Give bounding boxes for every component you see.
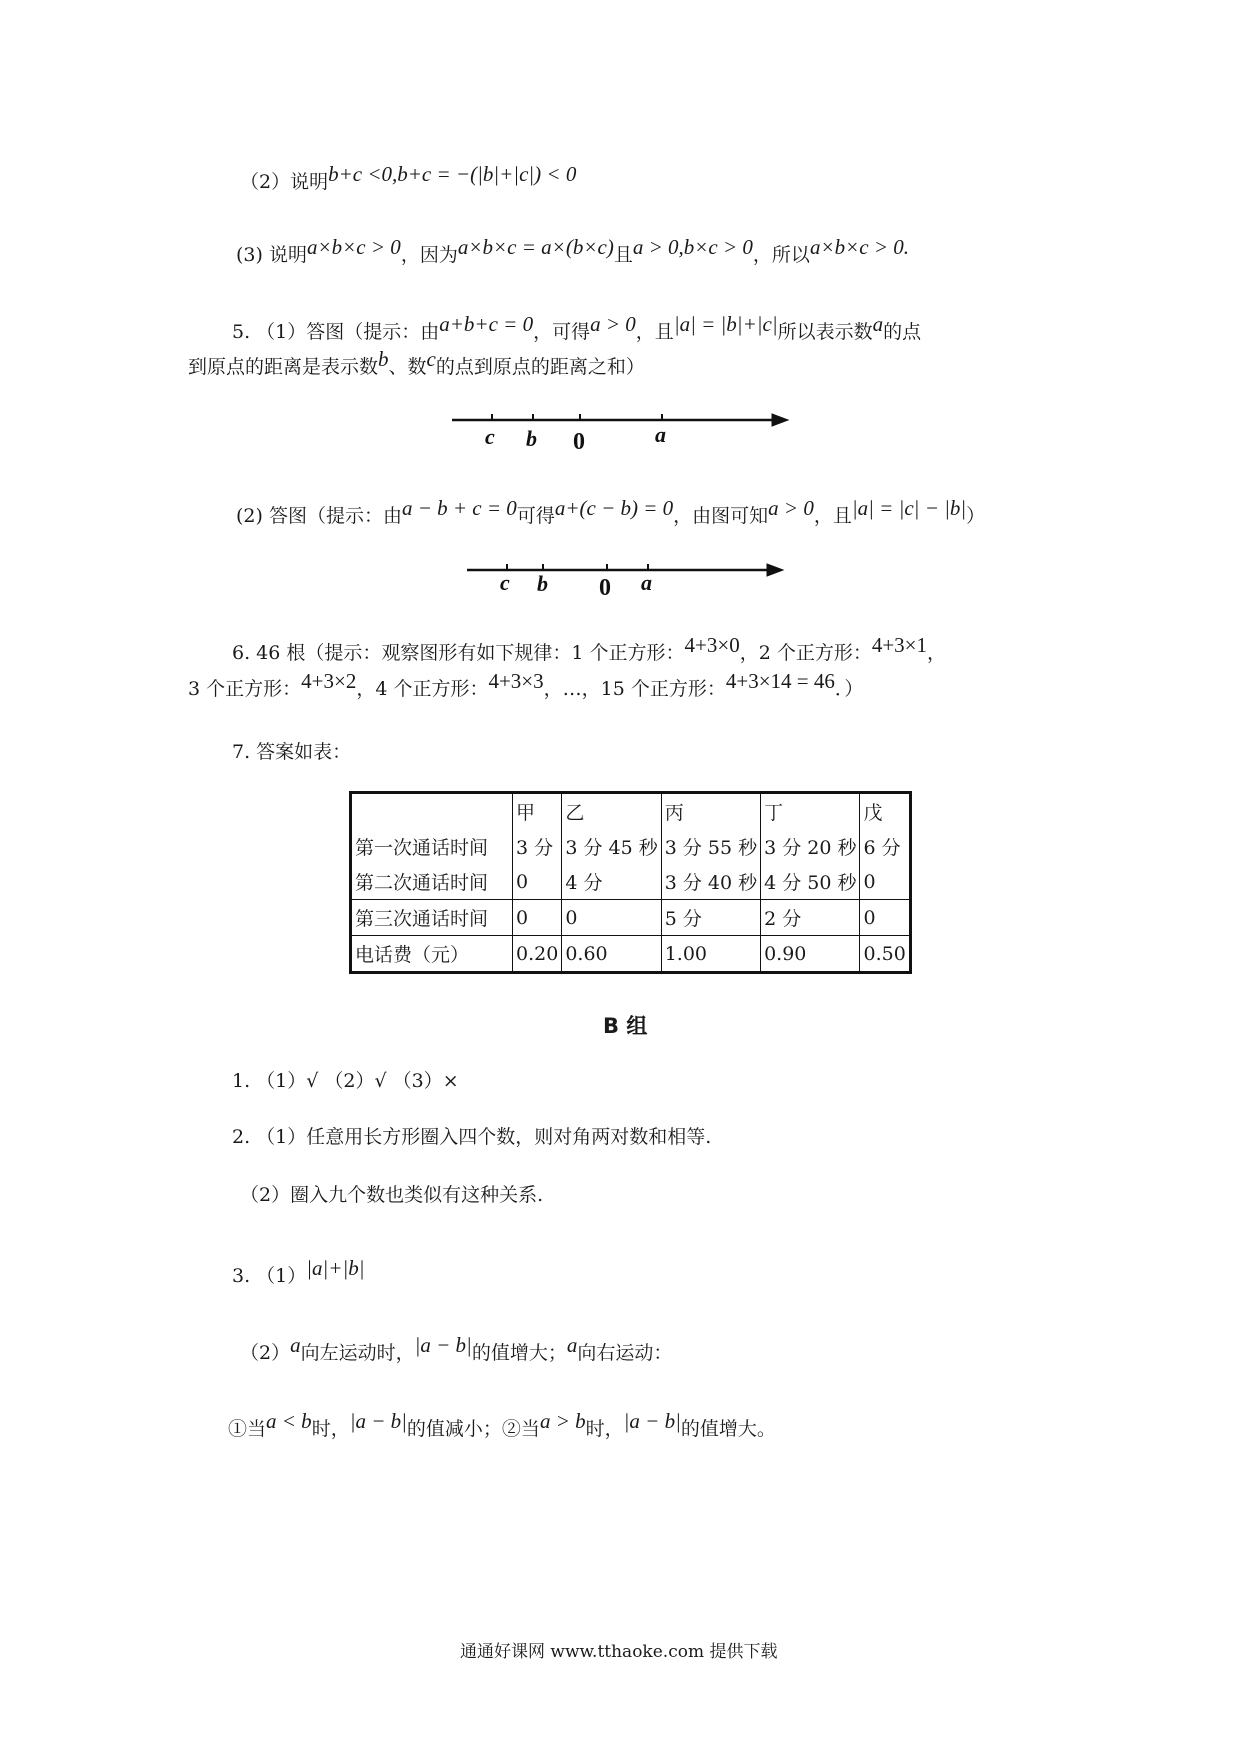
table-header-cell: 丁 xyxy=(761,793,860,830)
table-header-cell: 戊 xyxy=(860,793,910,830)
math-expression: a×b×c > 0. xyxy=(809,235,910,259)
text: （2） xyxy=(240,1342,291,1364)
math-expression: b+c <0,b+c = −(|b|+|c|) < 0 xyxy=(328,162,577,186)
math-expression: c xyxy=(426,347,436,371)
number-line-1 xyxy=(450,402,790,457)
b-answer-2: 2. （1）任意用长方形圈入四个数，则对角两对数和相等. xyxy=(232,1126,712,1148)
math-expression: 4+3×0 xyxy=(684,633,740,657)
math-expression: 4+3×1 xyxy=(871,633,928,657)
text: 的值增大； xyxy=(471,1342,567,1364)
text: 5. （1）答图（提示：由 xyxy=(232,321,440,343)
table-cell: 2 分 xyxy=(761,900,860,936)
tick-label-c: c xyxy=(500,570,510,595)
table-row xyxy=(351,864,911,900)
text: 所以表示数 xyxy=(777,321,873,343)
math-expression: a − b + c = 0 xyxy=(401,496,517,520)
table-header-cell: 乙 xyxy=(562,793,661,830)
text: ，因为 xyxy=(400,244,458,266)
table-cell: 第三次通话时间 xyxy=(351,900,513,936)
table-cell: 5 分 xyxy=(661,900,760,936)
table-cell: 4 分 50 秒 xyxy=(761,864,860,900)
tick-label-a: a xyxy=(641,570,652,595)
table-row xyxy=(351,829,911,864)
table-cell: 3 分 45 秒 xyxy=(562,829,661,864)
table-cell: 0.50 xyxy=(860,936,910,973)
text: (3) 说明 xyxy=(236,244,307,266)
text: 3 个正方形： xyxy=(188,678,302,700)
text: （2）说明 xyxy=(240,171,329,193)
table-cell: 0.60 xyxy=(562,936,661,973)
math-expression: a xyxy=(290,1333,301,1357)
math-expression: a+b+c = 0 xyxy=(439,312,534,336)
text: ，且 xyxy=(635,321,674,343)
table-cell: 第二次通话时间 xyxy=(351,864,513,900)
tick-label-0: 0 xyxy=(573,429,585,455)
table-cell: 0.90 xyxy=(761,936,860,973)
answer-7-intro: 7. 答案如表： xyxy=(232,741,352,763)
text: 时， xyxy=(311,1418,350,1440)
answer-5-2 xyxy=(236,496,986,531)
text: (2) 答图（提示：由 xyxy=(236,505,402,527)
b-answer-3-2 xyxy=(240,1333,673,1368)
table-header-cell: 丙 xyxy=(661,793,760,830)
math-expression: 4+3×2 xyxy=(301,669,357,693)
table-cell xyxy=(351,793,513,830)
table-cell: 0 xyxy=(513,900,562,936)
text: 的值增大。 xyxy=(680,1418,776,1440)
table-cell: 3 分 20 秒 xyxy=(761,829,860,864)
text: 的值减小；②当 xyxy=(406,1418,540,1440)
text: ，2 个正方形： xyxy=(739,642,872,664)
text: 可得 xyxy=(516,505,555,527)
b-answer-3-1 xyxy=(232,1256,365,1291)
math-expression: a×b×c = a×(b×c) xyxy=(457,235,614,259)
tick-label-0: 0 xyxy=(599,575,611,601)
b-answer-1: 1. （1）√ （2）√ （3）× xyxy=(232,1070,459,1092)
math-expression: a xyxy=(872,312,884,336)
math-expression: |a − b| xyxy=(623,1409,681,1433)
text: ，且 xyxy=(813,505,852,527)
table-cell: 0 xyxy=(562,900,661,936)
answer-5-1-cont xyxy=(188,347,645,382)
table-row xyxy=(351,900,911,936)
table-cell: 0.20 xyxy=(513,936,562,973)
text: ） xyxy=(966,505,986,527)
section-heading-b: B 组 xyxy=(603,1014,648,1038)
text: ，所以 xyxy=(752,244,810,266)
math-expression: a > b xyxy=(539,1409,586,1433)
text: 向左运动时， xyxy=(300,1342,415,1364)
table-cell: 3 分 55 秒 xyxy=(661,829,760,864)
tick-label-b: b xyxy=(526,426,537,451)
text: ，可得 xyxy=(533,321,591,343)
math-expression: a+(c − b) = 0 xyxy=(554,496,674,520)
math-expression: 4+3×14 = 46 xyxy=(725,669,835,693)
answer-4-2 xyxy=(240,162,577,197)
table-header-cell: 甲 xyxy=(513,793,562,830)
text: ①当 xyxy=(228,1418,267,1440)
math-expression: |a|+|b| xyxy=(306,1256,365,1280)
math-expression: a > 0 xyxy=(768,496,814,520)
text: 3. （1） xyxy=(232,1265,307,1287)
text: ．） xyxy=(834,678,864,700)
table-cell: 第一次通话时间 xyxy=(351,829,513,864)
number-line-2 xyxy=(465,556,785,606)
table-header-row xyxy=(351,793,911,830)
table-cell: 0 xyxy=(513,864,562,900)
answer-4-3 xyxy=(236,235,910,270)
math-expression: a > 0,b×c > 0 xyxy=(632,235,753,259)
answer-table xyxy=(349,791,912,974)
text: ， xyxy=(927,642,947,664)
text: 的点到原点的距离之和） xyxy=(435,356,645,378)
math-expression: a < b xyxy=(266,1409,312,1433)
text: 、数 xyxy=(388,356,427,378)
table-cell: 0 xyxy=(860,864,910,900)
table-cell: 0 xyxy=(860,900,910,936)
math-expression: |a − b| xyxy=(349,1409,407,1433)
table-row xyxy=(351,936,911,973)
tick-label-a: a xyxy=(655,422,666,447)
text: 向右运动： xyxy=(577,1342,673,1364)
text: ，4 个正方形： xyxy=(356,678,489,700)
answer-6 xyxy=(232,633,947,668)
text: ，…，15 个正方形： xyxy=(543,678,726,700)
table-cell: 电话费（元） xyxy=(351,936,513,973)
tick-label-b: b xyxy=(537,571,548,596)
math-expression: a×b×c > 0 xyxy=(306,235,401,259)
math-expression: a xyxy=(566,1333,578,1357)
text: 的点 xyxy=(883,321,922,343)
math-expression: 4+3×3 xyxy=(488,669,544,693)
text: 到原点的距离是表示数 xyxy=(188,356,379,378)
table-cell: 3 分 40 秒 xyxy=(661,864,760,900)
math-expression: b xyxy=(378,347,389,371)
math-expression: |a| = |b|+|c| xyxy=(673,312,778,336)
math-expression: |a − b| xyxy=(414,1333,472,1357)
table-cell: 4 分 xyxy=(562,864,661,900)
tick-label-c: c xyxy=(485,424,495,449)
text: ，由图可知 xyxy=(673,505,769,527)
table-cell: 3 分 xyxy=(513,829,562,864)
b-answer-3-2-cases xyxy=(228,1409,776,1444)
text: 时， xyxy=(585,1418,624,1440)
table-cell: 6 分 xyxy=(860,829,910,864)
page-footer: 通通好课网 www.tthaoke.com 提供下载 xyxy=(460,1642,778,1662)
b-answer-2-2: （2）圈入九个数也类似有这种关系. xyxy=(240,1184,544,1206)
text: 6. 46 根（提示：观察图形有如下规律：1 个正方形： xyxy=(232,642,685,664)
math-expression: a > 0 xyxy=(590,312,636,336)
text: 且 xyxy=(613,244,633,266)
math-expression: |a| = |c| − |b| xyxy=(851,496,967,520)
answer-6-cont xyxy=(188,669,864,704)
answer-5-1 xyxy=(232,312,922,347)
table-cell: 1.00 xyxy=(661,936,760,973)
